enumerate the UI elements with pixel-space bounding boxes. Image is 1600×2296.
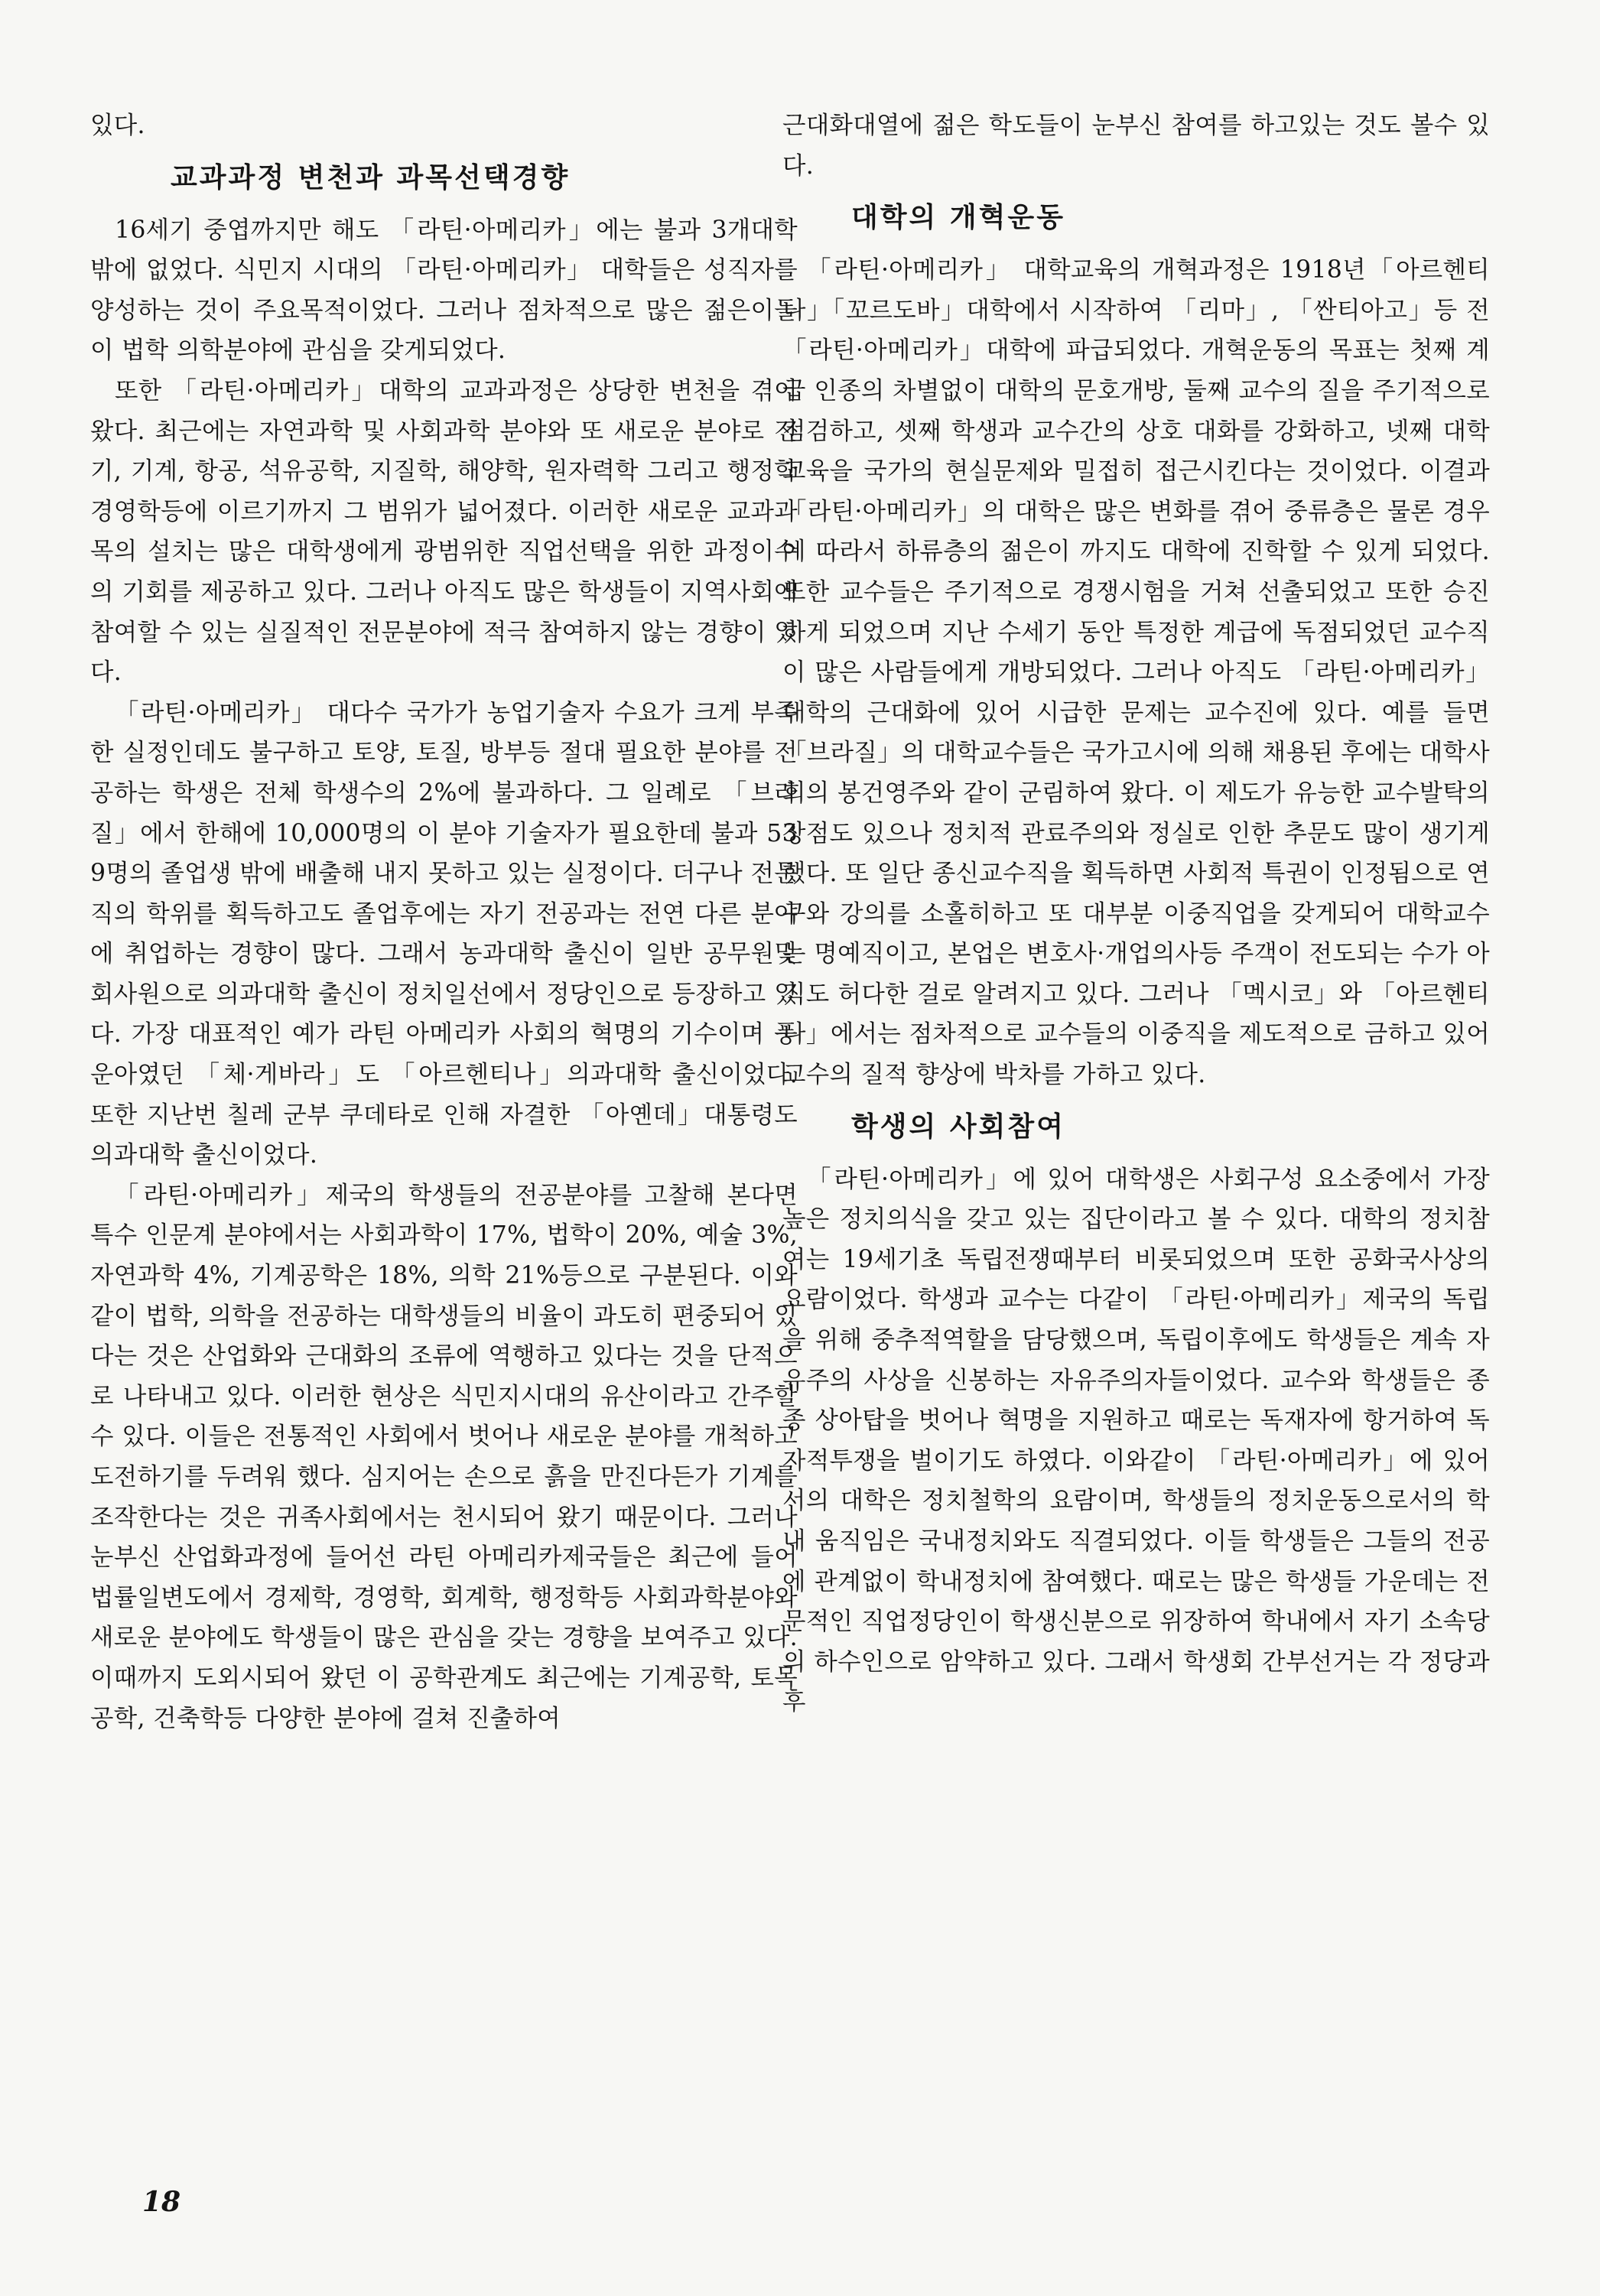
right-column bbox=[782, 106, 1490, 1722]
left-column bbox=[90, 106, 798, 1738]
section-heading-curriculum: 교과과정 변천과 과목선택경향 bbox=[171, 161, 571, 194]
continued-paragraph: 있다. bbox=[90, 112, 145, 139]
paragraph: 「라틴·아메리카」 대다수 국가가 농업기술자 수요가 크게 부족한 실정인데도 불구하고 토양, 토질, 방부등 절대 필요한 분야를 전공하는 학생은 전체 학생수의 2%에 불과하다. 그 일례로 「브라질」에서 한해에 10,000명의 이 분야 기술자가 필요한데 불과 539명의 졸업생 밖에 배출해 내지 못하고 있는 실정이다. 더구나 전문직의 학위를 획득하고도 졸업후에는 자기 전공과는 전연 다른 분야에 취업하는 경향이 많다. 그래서 농과대학 출신이 일반 공무원및 회사원으로 의과대학 출신이 정치일선에서 정당인으로 등장하고 있다. 가장 대표적인 예가 라틴 아메리카 사회의 혁명의 기수이며 풍운아였던 「체·게바라」도 「아르헨티나」의과대학 출신이었다. 또한 지난번 칠레 군부 쿠데타로 인해 자결한 「아옌데」대통령도 의과대학 출신이었다. bbox=[90, 698, 798, 1169]
continued-paragraph: 근대화대열에 젊은 학도들이 눈부신 참여를 하고있는 것도 볼수 있다. bbox=[782, 112, 1490, 180]
paragraph: 「라틴·아메리카」 대학교육의 개혁과정은 1918년「아르헨티나」「꼬르도바」대학에서 시작하여 「리마」, 「싼티아고」등 전「라틴·아메리카」대학에 파급되었다. 개혁운동의 목표는 첫째 계급 인종의 차별없이 대학의 문호개방, 둘째 교수의 질을 주기적으로 점검하고, 셋째 학생과 교수간의 상호 대화를 강화하고, 넷째 대학교육을 국가의 현실문제와 밀접히 접근시킨다는 것이었다. 이결과 「라틴·아메리카」의 대학은 많은 변화를 겪어 중류층은 물론 경우에 따라서 하류층의 젊은이 까지도 대학에 진학할 수 있게 되었다. 또한 교수들은 주기적으로 경쟁시험을 거쳐 선출되었고 또한 승진하게 되었으며 지난 수세기 동안 특정한 계급에 독점되었던 교수직이 많은 사람들에게 개방되었다. 그러나 아직도 「라틴·아메리카」대학의 근대화에 있어 시급한 문제는 교수진에 있다. 예를 들면 「브라질」의 대학교수들은 국가고시에 의해 채용된 후에는 대학사회의 봉건영주와 같이 군림하여 왔다. 이 제도가 유능한 교수발탁의 장점도 있으나 정치적 관료주의와 정실로 인한 추문도 많이 생기게 했다. 또 일단 종신교수직을 획득하면 사회적 특권이 인정됨으로 연구와 강의를 소홀히하고 또 대부분 이중직업을 갖게되어 대학교수는 명예직이고, 본업은 변호사·개업의사등 주객이 전도되는 수가 아직도 허다한 걸로 알려지고 있다. 그러나 「멕시코」와 「아르헨티나」에서는 점차적으로 교수들의 이중직을 제도적으로 금하고 있어 교수의 질적 향상에 박차를 가하고 있다. bbox=[782, 256, 1490, 1089]
section-heading-student-participation: 학생의 사회참여 bbox=[851, 1111, 1065, 1143]
section-heading-university-reform: 대학의 개혁운동 bbox=[851, 202, 1065, 234]
paragraph: 또한 「라틴·아메리카」대학의 교과과정은 상당한 변천을 겪어왔다. 최근에는 자연과학 및 사회과학 분야와 또 새로운 분야로 전기, 기계, 항공, 석유공학, 지질학, 해양학, 원자력학 그리고 행정학 경영학등에 이르기까지 그 범위가 넓어졌다. 이러한 새로운 교과과목의 설치는 많은 대학생에게 광범위한 직업선택을 위한 과정이수의 기회를 제공하고 있다. 그러나 아직도 많은 학생들이 지역사회에 참여할 수 있는 실질적인 전문분야에 적극 참여하지 않는 경향이 있다. bbox=[90, 376, 798, 687]
paragraph: 16세기 중엽까지만 해도 「라틴·아메리카」에는 불과 3개대학 밖에 없었다. 식민지 시대의 「라틴·아메리카」 대학들은 성직자를 양성하는 것이 주요목적이었다. 그러나 점차적으로 많은 젊은이들이 법학 의학분야에 관심을 갖게되었다. bbox=[90, 216, 798, 365]
paragraph: 「라틴·아메리카」에 있어 대학생은 사회구성 요소중에서 가장높은 정치의식을 갖고 있는 집단이라고 볼 수 있다. 대학의 정치참여는 19세기초 독립전쟁때부터 비롯되었으며 또한 공화국사상의 요람이었다. 학생과 교수는 다같이 「라틴·아메리카」제국의 독립을 위해 중추적역할을 담당했으며, 독립이후에도 학생들은 계속 자유주의 사상을 신봉하는 자유주의자들이었다. 교수와 학생들은 종종 상아탑을 벗어나 혁명을 지원하고 때로는 독재자에 항거하여 독자적투쟁을 벌이기도 하였다. 이와같이 「라틴·아메리카」에 있어서의 대학은 정치철학의 요람이며, 학생들의 정치운동으로서의 학내 움직임은 국내정치와도 직결되었다. 이들 학생들은 그들의 전공에 관계없이 학내정치에 참여했다. 때로는 많은 학생들 가운데는 전문적인 직업정당인이 학생신분으로 위장하여 학내에서 자기 소속당의 하수인으로 암약하고 있다. 그래서 학생회 간부선거는 각 정당과 후 bbox=[782, 1165, 1490, 1716]
paragraph: 「라틴·아메리카」제국의 학생들의 전공분야를 고찰해 본다면 특수 인문계 분야에서는 사회과학이 17%, 법학이 20%, 예술 3%, 자연과학 4%, 기계공학은 18%, 의학 21%등으로 구분된다. 이와같이 법학, 의학을 전공하는 대학생들의 비율이 과도히 편중되어 있다는 것은 산업화와 근대화의 조류에 역행하고 있다는 것을 단적으로 나타내고 있다. 이러한 현상은 식민지시대의 유산이라고 간주할 수 있다. 이들은 전통적인 사회에서 벗어나 새로운 분야를 개척하고 도전하기를 두려워 했다. 심지어는 손으로 흙을 만진다든가 기계를 조작한다는 것은 귀족사회에서는 천시되어 왔기 때문이다. 그러나 눈부신 산업화과정에 들어선 라틴 아메리카제국들은 최근에 들어 법률일변도에서 경제학, 경영학, 회계학, 행정학등 사회과학분야와 새로운 분야에도 학생들이 많은 관심을 갖는 경향을 보여주고 있다. 이때까지 도외시되어 왔던 이 공학관계도 최근에는 기계공학, 토목공학, 건축학등 다양한 분야에 걸쳐 진출하여 bbox=[90, 1181, 798, 1732]
page-number: 18 bbox=[142, 2186, 181, 2218]
